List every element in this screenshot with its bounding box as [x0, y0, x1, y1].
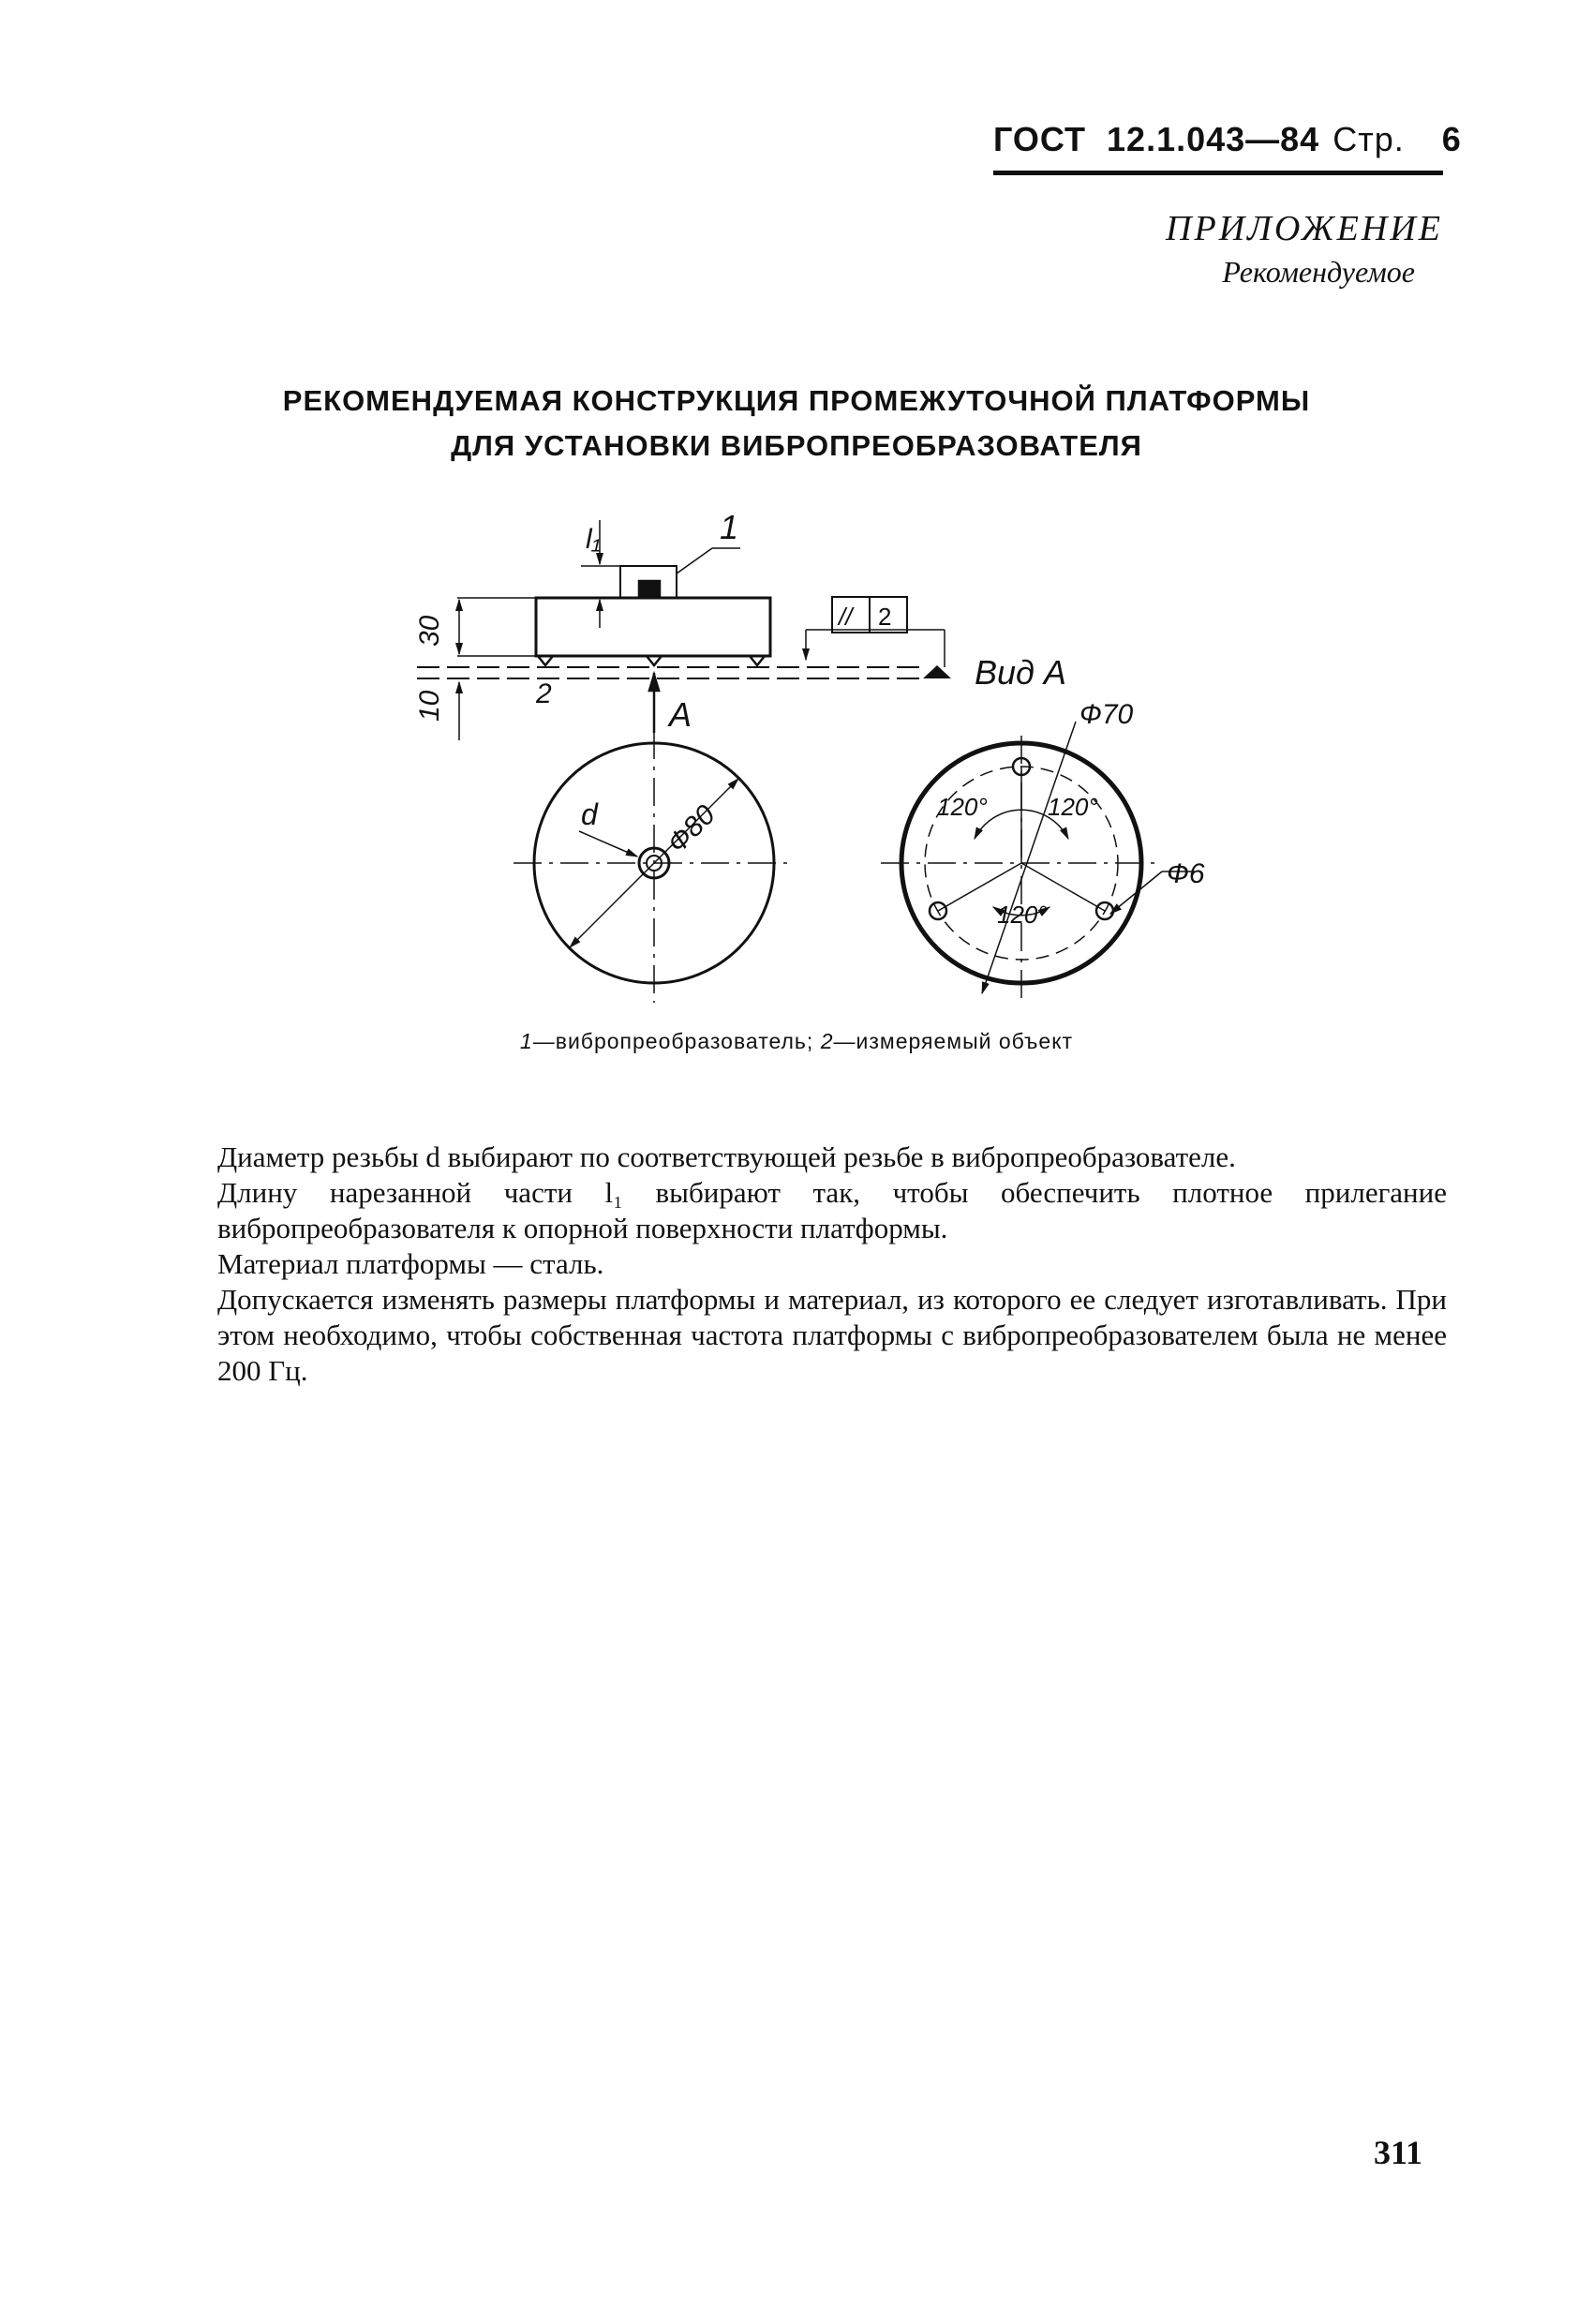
label-callout-2: 2: [536, 678, 552, 709]
label-dim-10: 10: [414, 690, 445, 722]
header-page-number: 6: [1441, 120, 1462, 158]
callout-1-leader: [677, 548, 712, 574]
label-view-arrow: A: [669, 695, 692, 734]
sensor-body: [639, 581, 660, 598]
label-l1: l₁: [586, 524, 602, 555]
paragraph-material: Материал платформы — сталь.: [217, 1247, 604, 1280]
paragraph-threaded-length: Длину нарезанной части l₁ выбирают так, чтобы обеспечить плотное прилегание вибропреобразователя к опорной поверхности платформы.: [217, 1176, 1447, 1244]
label-view-a: Вид А: [975, 653, 1066, 692]
appendix-subtitle: Рекомендуемое: [1222, 255, 1415, 289]
thread-d-leader: [579, 831, 637, 857]
paragraph-thread-diameter: Диаметр резьбы d выбирают по соответствующей резьбе в вибропреобразователе.: [217, 1140, 1236, 1173]
header-page-label: Стр.: [1332, 120, 1405, 158]
label-tolerance-symbol: //: [839, 603, 853, 631]
label-thread-d: d: [581, 797, 598, 831]
section-heading-line-1: РЕКОМЕНДУЕМАЯ КОНСТРУКЦИЯ ПРОМЕЖУТОЧНОЙ ПЛАТФОРМЫ: [282, 384, 1311, 417]
platform-drawing: [0, 0, 1593, 1012]
label-angle-left: 120°: [937, 793, 988, 821]
header-standard-number: 12.1.043—84: [1107, 120, 1320, 158]
label-callout-1: 1: [720, 508, 739, 546]
header-gost: ГОСТ: [993, 120, 1087, 158]
platform-side-body: [536, 598, 770, 656]
label-angle-bottom: 120°: [997, 901, 1048, 929]
page-number: 311: [1373, 2134, 1422, 2171]
caption-text-2: —измеряемый объект: [833, 1029, 1074, 1053]
paragraph-allowed-changes: Допускается изменять размеры платформы и материал, из которого ее следует изготавливать. При этом необходимо, чтобы собственная частота платформы с вибропреобразователем была не менее 200 Гц.: [217, 1283, 1447, 1387]
dia-6-leader: [1110, 872, 1162, 914]
caption-text-1: —вибропреобразователь;: [532, 1029, 821, 1053]
figure-caption: [187, 1029, 1406, 1054]
caption-num-2: 2: [820, 1029, 834, 1053]
appendix-title: ПРИЛОЖЕНИЕ: [1166, 209, 1443, 248]
section-heading-line-2: ДЛЯ УСТАНОВКИ ВИБРОПРЕОБРАЗОВАТЕЛЯ: [451, 429, 1142, 462]
label-angle-right: 120°: [1048, 793, 1098, 821]
datum-triangle: [923, 665, 951, 678]
label-dia-80: Ф80: [662, 798, 722, 859]
label-dia-6: Ф6: [1167, 858, 1205, 889]
label-dia-70: Ф70: [1079, 699, 1134, 730]
body-text: [217, 1140, 1447, 1389]
label-dim-30: 30: [414, 615, 445, 647]
caption-num-1: 1: [519, 1029, 533, 1053]
label-tolerance-value: 2: [878, 603, 892, 631]
